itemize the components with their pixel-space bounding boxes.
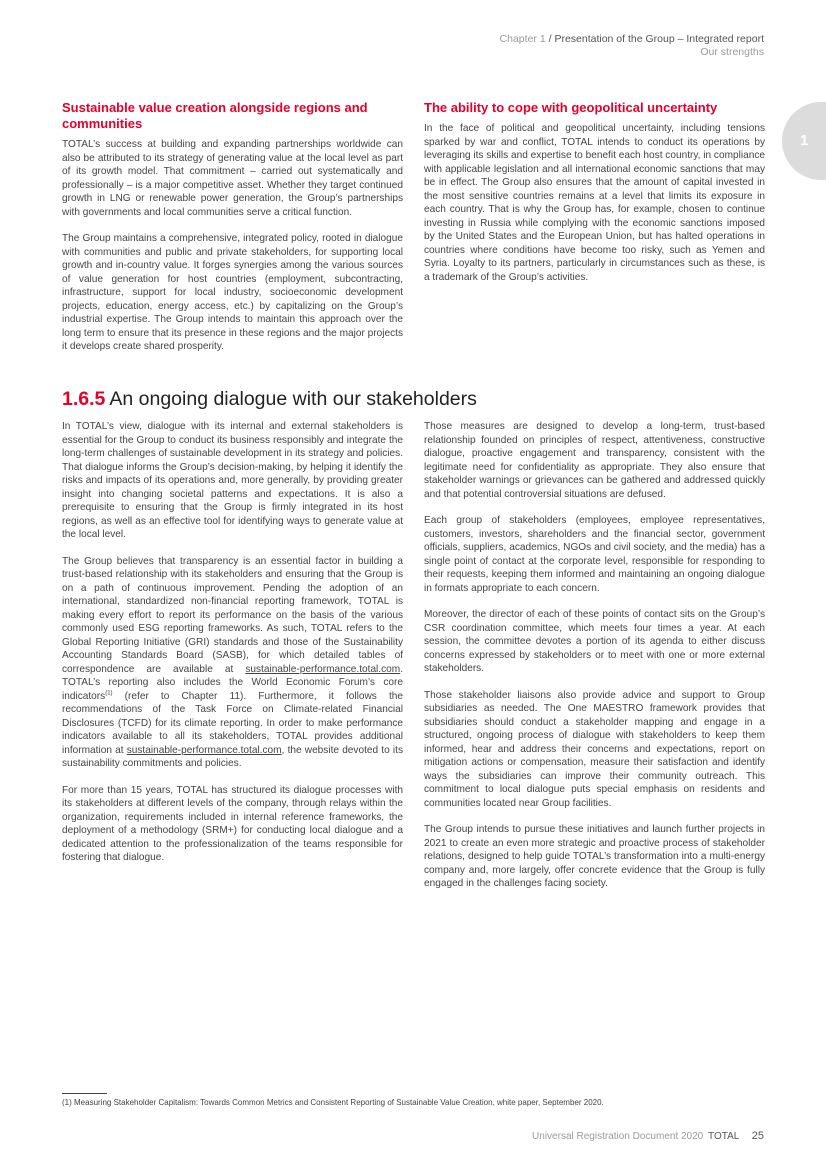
text-run: . TOTAL’s reporting also includes the World Economic Forum’s core indicators	[62, 663, 403, 702]
right-top-column	[424, 100, 765, 297]
section-title	[62, 388, 477, 411]
text-run: (refer to Chapter 11). Furthermore, it follows the recommendations of the Task Force on Climate-related Financial Disclosures (TCFD) for its climate reporting. In order to make performance indicators available to all its stakeholders, TOTAL provides additional information at	[62, 690, 403, 756]
sustainable-performance-link[interactable]: sustainable-performance.total.com	[126, 744, 282, 756]
chapter-tab-number: 1	[800, 132, 809, 149]
text-run: , the website devoted to its sustainability commitments and policies.	[62, 744, 403, 769]
paragraph-transparency	[62, 555, 403, 771]
footnote: (1) Measuring Stakeholder Capitalism: Towards Common Metrics and Consistent Reporting of Sustainable Value Creation, white paper, September 2020.	[62, 1098, 604, 1107]
chapter-tab	[782, 102, 826, 180]
section-title-text: An ongoing dialogue with our stakeholders	[109, 388, 477, 410]
paragraph: In the face of political and geopolitical uncertainty, including tensions sparked by war and conflict, TOTAL intends to conduct its operations by leveraging its skills and expertise to benefit each host country, in compliance with applicable legislation and all international economic sanctions that may be in effect. The Group also ensures that the amount of capital invested in the most sensitive countries remains at a level that limits its exposure in each country. That is why the Group has, for example, chosen to continue investing in Russia while complying with the economic sanctions imposed by the United States and the European Union, but has halted operations in countries where conditions have become too risky, such as Yemen and Syria. Loyalty to its partners, particularly in circumstances such as these, is a trademark of the Group’s activities.	[424, 123, 765, 283]
paragraph: TOTAL’s success at building and expanding partnerships worldwide can also be attributed to its strategy of generating value at the local level as part of its growth model. That commitment – carried out systematically and professionally – is a major competitive asset. Whether they target continued growth in LNG or renewable power generation, the Group’s partnerships with governments and local communities serve a critical function.	[62, 139, 403, 218]
paragraph: Those stakeholder liaisons also provide advice and support to Group subsidiaries as needed. The One MAESTRO framework provides that subsidiaries should conduct a stakeholder mapping and engage in a structured, ongoing process of dialogue with stakeholders to keep them informed, hear and address their concerns and expectations, report on mitigation actions or compensation, measure their satisfaction and identify ways the subsidiaries can improve their community outreach. This commitment to local dialogue puts special emphasis on residents and communities located near Group facilities.	[424, 689, 765, 809]
header-line-1	[500, 33, 764, 46]
paragraph: The Group intends to pursue these initiatives and launch further projects in 2021 to create an even more strategic and proactive process of stakeholder relations, designed to help guide TOTAL’s transformation into a multi-energy company and, more largely, offer concrete evidence that the Group is fully engaged in the challenges facing society.	[424, 824, 765, 889]
right-bottom-column	[424, 420, 765, 904]
left-bottom-column	[62, 420, 403, 878]
page-footer	[532, 1130, 764, 1142]
footnote-ref: (1)	[105, 690, 113, 697]
header-separator: /	[545, 33, 555, 45]
footer-document: Universal Registration Document 2020	[532, 1131, 704, 1142]
header-title: Presentation of the Group – Integrated report	[554, 33, 764, 45]
paragraph: The Group maintains a comprehensive, integrated policy, rooted in dialogue with communities and public and private stakeholders, for supporting local growth and in-country value. It forges synergies among the various sources of value generation for host countries (employment, subcontracting, infrastructure, support for local industry, socioeconomic development projects, education, energy access, etc.) by capitalizing on the Group’s industrial expertise. The Group intends to maintain this approach over the long term to ensure that its presence in these regions and the major projects it develops create shared prosperity.	[62, 233, 403, 352]
footnote-divider	[62, 1093, 107, 1094]
running-header	[500, 33, 764, 59]
heading-value-creation: Sustainable value creation alongside regions and communities	[62, 100, 368, 131]
left-top-column	[62, 100, 403, 367]
paragraph: Each group of stakeholders (employees, employee representatives, customers, investors, shareholders and the financial sector, government officials, suppliers, academics, NGOs and civil society, and the media) has a single point of contact at the corporate level, responsible for responding to their requests, keeping them informed and maintaining an ongoing dialogue in formats appropriate to each concern.	[424, 515, 765, 594]
section-number: 1.6.5	[62, 388, 106, 410]
header-subtitle: Our strengths	[700, 46, 764, 58]
paragraph: In TOTAL’s view, dialogue with its internal and external stakeholders is essential for the Group to conduct its business responsibly and integrate the long-term challenges of sustainable development in its strategy and policies. That dialogue informs the Group’s decision-making, by helping it identify the risks and impacts of its operations and, more generally, by providing greater insight into changing societal patterns and expectations. It is also a prerequisite to ensuring that the Group is firmly integrated in its host regions, as well as an effective tool for identifying ways to generate value at the local level.	[62, 421, 403, 540]
paragraph: Those measures are designed to develop a long-term, trust-based relationship founded on principles of respect, attentiveness, constructive dialogue, proactive engagement and transparency, consistent with the legitimate need for confidentiality as appropriate. They also ensure that stakeholder warnings or grievances can be gathered and addressed quickly and that potential controversial situations are defused.	[424, 421, 765, 500]
sustainable-performance-link[interactable]: sustainable-performance.total.com	[245, 663, 401, 675]
footer-company: TOTAL	[708, 1131, 739, 1142]
paragraph: For more than 15 years, TOTAL has structured its dialogue processes with its stakeholders at different levels of the company, through relays within the organization, requirements included in internal reference frameworks, the deployment of a methodology (SRM+) for conducting local dialogue and a dedicated attention to the professionalization of the teams responsible for fostering that dialogue.	[62, 784, 403, 863]
heading-geopolitical: The ability to cope with geopolitical uncertainty	[424, 100, 718, 115]
paragraph: Moreover, the director of each of these points of contact sits on the Group’s CSR coordination committee, which meets four times a year. At each session, the committee devotes a portion of its agenda to either discuss concerns expressed by stakeholders or to meet with one or more external stakeholders.	[424, 609, 765, 674]
page-number: 25	[751, 1130, 764, 1142]
text-run: The Group believes that transparency is an essential factor in building a trust-based relationship with its stakeholders and ensuring that the Group is on a path of continuous improvement. Pending the adoption of an international, standardized non-financial reporting framework, TOTAL is making every effort to report its performance on the basis of the various commonly used ESG reporting frameworks. As such, TOTAL refers to the Global Reporting Initiative (GRI) standards and those of the Sustainability Accounting Standards Board (SASB), for which detailed tables of correspondence are available at	[62, 555, 403, 675]
header-chapter: Chapter 1	[499, 33, 546, 45]
